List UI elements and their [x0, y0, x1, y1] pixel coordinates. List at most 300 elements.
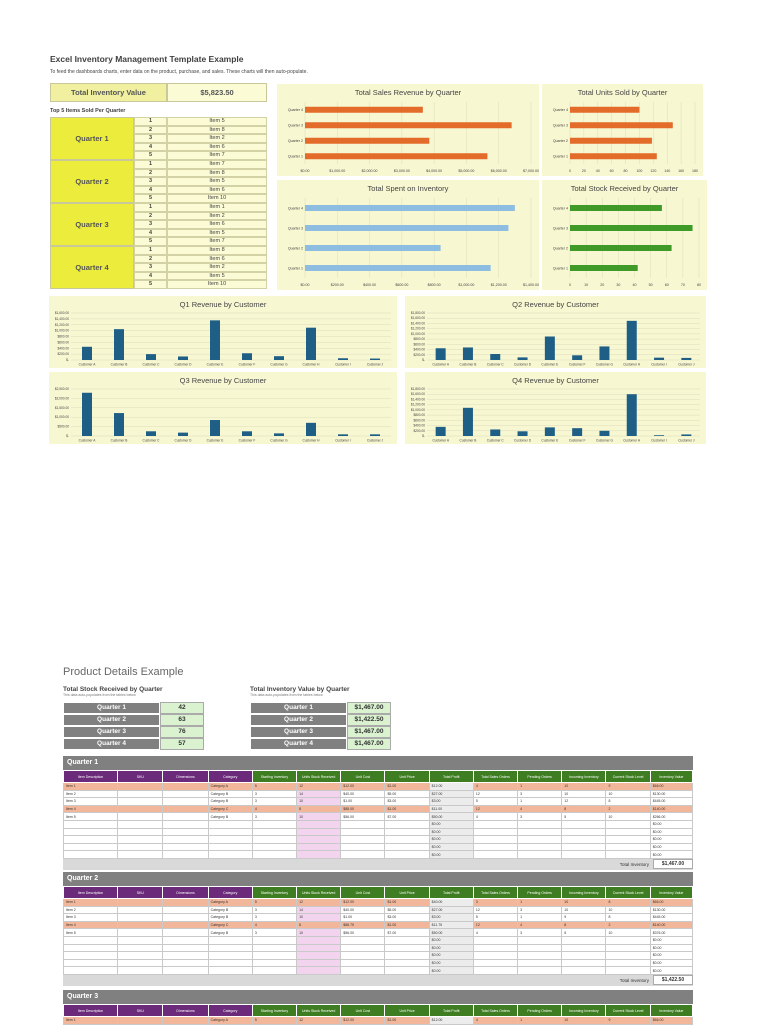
- table-cell: $0.00: [650, 936, 692, 944]
- category-label: Customer B: [459, 438, 477, 443]
- tick-label: $1,400.00: [523, 283, 539, 287]
- tick-label: $1,400.00: [54, 316, 69, 321]
- tick-label: $400.00: [57, 346, 69, 351]
- table-cell: $0.00: [650, 952, 692, 960]
- tick-label: 0: [569, 169, 571, 173]
- table-cell: 12: [297, 783, 341, 791]
- table-cell: 8: [606, 914, 650, 922]
- table-cell: [64, 944, 118, 952]
- category-label: Customer C: [486, 438, 504, 443]
- page-subtitle: To feed the dashboards charts, enter data on the product, purchase, and sales. These charts will then auto-populate.: [50, 69, 308, 75]
- table-cell: $3.00: [429, 914, 473, 922]
- category-label: Quarter 2: [287, 139, 303, 144]
- top-item-row: [134, 143, 267, 152]
- summary-value: $1,467.00: [347, 738, 391, 750]
- table-cell: [562, 936, 606, 944]
- table-cell: [562, 944, 606, 952]
- quarter-group: [50, 160, 267, 203]
- top-item-rank: 2: [134, 255, 167, 264]
- table-cell: [118, 813, 163, 821]
- tick-label: $1,200.00: [410, 402, 425, 407]
- table-cell: 5: [473, 798, 517, 806]
- tick-label: $1,200.00: [54, 322, 69, 327]
- bar: [210, 320, 220, 360]
- bar: [305, 153, 487, 159]
- top-item-rank: 5: [134, 280, 167, 289]
- table-row: [64, 798, 693, 806]
- table-cell: 12: [562, 798, 606, 806]
- table-cell: 3: [473, 899, 517, 907]
- category-label: Quarter 4: [552, 206, 568, 211]
- table-cell: 10: [297, 798, 341, 806]
- category-label: Customer A: [432, 438, 449, 443]
- category-label: Customer H: [623, 438, 641, 443]
- table-cell: 5: [562, 929, 606, 937]
- table-cell: [163, 836, 208, 844]
- table-cell: [606, 967, 650, 975]
- table-cell: [473, 959, 517, 967]
- table-cell: $1.00: [385, 899, 429, 907]
- top-item-row: [134, 177, 267, 186]
- total-inventory-label: Total Inventory: [619, 977, 649, 983]
- category-label: Customer J: [366, 362, 384, 367]
- table-cell: [252, 967, 296, 975]
- table-row: [64, 899, 693, 907]
- product-details-title: Product Details Example: [63, 666, 184, 678]
- table-row: [64, 929, 693, 937]
- column-header: Item Description: [64, 887, 118, 899]
- table-cell: [118, 906, 163, 914]
- table-cell: $0.00: [429, 851, 473, 859]
- value-summary-note: This data auto-populates from the tables below: [250, 693, 323, 697]
- top-item-name: Item 7: [167, 160, 267, 169]
- top-item-rank: 3: [134, 220, 167, 229]
- table-cell: [64, 936, 118, 944]
- table-cell: [252, 959, 296, 967]
- chart-q3-revenue: [49, 372, 397, 444]
- quarter-rows: [134, 203, 267, 246]
- tick-label: $0.00: [300, 283, 310, 287]
- tick-label: $4,000.00: [426, 169, 443, 173]
- table-cell: [118, 921, 163, 929]
- table-cell: 14: [297, 906, 341, 914]
- table-cell: [208, 836, 252, 844]
- top-item-name: Item 2: [167, 263, 267, 272]
- tick-label: $-: [422, 358, 425, 362]
- column-header: Item Description: [64, 1005, 118, 1017]
- table-cell: 3: [252, 813, 296, 821]
- table-cell: $0.00: [429, 952, 473, 960]
- table-cell: [297, 952, 341, 960]
- table-row: [64, 906, 693, 914]
- chart-title: Q1 Revenue by Customer: [179, 300, 267, 309]
- quarter-section: [63, 872, 693, 986]
- table-cell: $0.00: [650, 828, 692, 836]
- table-cell: [562, 952, 606, 960]
- value-summary-header: [250, 686, 350, 697]
- column-header: Unit Price: [385, 1005, 429, 1017]
- top-item-row: [134, 203, 267, 212]
- bar: [545, 337, 555, 361]
- table-cell: $0.00: [650, 820, 692, 828]
- table-cell: [341, 836, 385, 844]
- table-cell: $12.00: [341, 1017, 385, 1025]
- value-summary-title: Total Inventory Value by Quarter: [250, 686, 350, 693]
- bar: [654, 435, 664, 436]
- table-cell: [118, 959, 163, 967]
- bar: [146, 431, 156, 436]
- table-cell: $3.00: [429, 798, 473, 806]
- table-cell: [163, 828, 208, 836]
- table-cell: [473, 836, 517, 844]
- category-label: Customer C: [486, 362, 504, 367]
- top-item-name: Item 6: [167, 220, 267, 229]
- table-cell: $0.00: [429, 944, 473, 952]
- column-header: Pending Orders: [518, 771, 562, 783]
- table-cell: [297, 944, 341, 952]
- top-item-rank: 3: [134, 177, 167, 186]
- tick-label: $200.00: [413, 352, 425, 357]
- quarter-rows: [134, 246, 267, 289]
- top-item-rank: 3: [134, 263, 167, 272]
- table-cell: [562, 828, 606, 836]
- table-cell: 4: [252, 805, 296, 813]
- bar: [82, 393, 92, 436]
- bar: [463, 347, 473, 360]
- tick-label: 10: [584, 283, 589, 287]
- chart-svg: [542, 84, 703, 176]
- table-cell: Item 3: [64, 914, 118, 922]
- table-cell: $0.00: [650, 836, 692, 844]
- bar: [436, 348, 446, 360]
- top-item-name: Item 5: [167, 117, 267, 126]
- bar: [570, 107, 639, 113]
- tick-label: $600.00: [413, 418, 425, 423]
- table-cell: $88.00: [341, 805, 385, 813]
- top-item-row: [134, 229, 267, 238]
- table-cell: Item 3: [64, 798, 118, 806]
- bar: [305, 122, 512, 128]
- bar: [518, 357, 528, 360]
- column-header: Starting Inventory: [252, 771, 296, 783]
- table-cell: 10: [562, 1017, 606, 1025]
- table-cell: [163, 805, 208, 813]
- chart-stock-received: [542, 180, 707, 290]
- summary-value: 42: [160, 702, 204, 714]
- tick-label: $1,200.00: [410, 326, 425, 331]
- column-header: Units Stock Received: [297, 887, 341, 899]
- table-cell: 2: [606, 805, 650, 813]
- table-cell: [64, 851, 118, 859]
- table-cell: $445.00: [650, 798, 692, 806]
- top-item-rank: 2: [134, 169, 167, 178]
- tick-label: $-: [422, 434, 425, 438]
- summary-quarter: Quarter 2: [63, 714, 160, 726]
- summary-row: [63, 714, 204, 726]
- category-label: Customer G: [595, 438, 614, 443]
- bar: [545, 427, 555, 436]
- summary-row: [63, 738, 204, 750]
- tick-label: $1,400.00: [410, 321, 425, 326]
- table-cell: $0.00: [429, 843, 473, 851]
- table-cell: [518, 944, 562, 952]
- top-item-name: Item 7: [167, 151, 267, 160]
- table-cell: Category A: [208, 899, 252, 907]
- table-cell: 8: [562, 921, 606, 929]
- top-item-row: [134, 246, 267, 255]
- tick-label: $600.00: [395, 283, 409, 287]
- table-row: [64, 1017, 693, 1025]
- table-cell: 10: [562, 783, 606, 791]
- top-item-rank: 1: [134, 203, 167, 212]
- table-cell: [341, 820, 385, 828]
- top-item-row: [134, 272, 267, 281]
- bar: [627, 321, 637, 360]
- table-cell: $40.00: [341, 906, 385, 914]
- category-label: Quarter 4: [552, 108, 568, 113]
- table-cell: 10: [297, 813, 341, 821]
- bar: [570, 138, 652, 144]
- column-header: Dimensions: [163, 887, 208, 899]
- tick-label: 20: [581, 169, 586, 173]
- table-cell: [118, 936, 163, 944]
- top-item-name: Item 5: [167, 177, 267, 186]
- table-cell: $0.00: [429, 936, 473, 944]
- table-cell: $12.00: [429, 1017, 473, 1025]
- summary-quarter: Quarter 4: [250, 738, 347, 750]
- summary-quarter: Quarter 1: [250, 702, 347, 714]
- quarter-section-title: Quarter 1: [63, 756, 693, 770]
- table-cell: [562, 967, 606, 975]
- category-label: Customer B: [110, 362, 128, 367]
- table-cell: 10: [297, 914, 341, 922]
- total-inventory-label: Total Inventory Value: [50, 83, 167, 102]
- column-header: SKU: [118, 771, 163, 783]
- bar: [654, 358, 664, 360]
- tick-label: $1,000.00: [329, 169, 346, 173]
- top-item-row: [134, 194, 267, 203]
- table-cell: 10: [606, 790, 650, 798]
- table-cell: [118, 828, 163, 836]
- table-cell: [118, 805, 163, 813]
- top-items-title: Top 5 Items Sold Per Quarter: [50, 108, 126, 114]
- category-label: Quarter 1: [287, 266, 303, 271]
- table-cell: 10: [606, 813, 650, 821]
- table-cell: $1.00: [385, 783, 429, 791]
- tick-label: $-: [66, 434, 69, 438]
- top-item-row: [134, 237, 267, 246]
- column-header: Total Sales Orders: [473, 1005, 517, 1017]
- chart-svg: [49, 296, 397, 368]
- table-header-row: [64, 1005, 693, 1017]
- table-cell: 5: [252, 783, 296, 791]
- table-cell: 14: [297, 790, 341, 798]
- tick-label: $1,200.00: [490, 283, 507, 287]
- table-cell: [208, 944, 252, 952]
- bar: [490, 429, 500, 436]
- table-cell: [118, 929, 163, 937]
- top-item-row: [134, 134, 267, 143]
- top-item-name: Item 5: [167, 229, 267, 238]
- table-cell: 1: [518, 914, 562, 922]
- category-label: Quarter 1: [552, 154, 568, 159]
- category-label: Customer I: [651, 362, 667, 367]
- table-cell: $56.00: [341, 813, 385, 821]
- table-cell: 10: [297, 929, 341, 937]
- bar: [114, 413, 124, 436]
- category-label: Quarter 3: [552, 226, 568, 231]
- stock-summary-title: Total Stock Received by Quarter: [63, 686, 163, 693]
- table-cell: $1.00: [385, 805, 429, 813]
- category-label: Customer J: [678, 438, 695, 443]
- top-item-row: [134, 220, 267, 229]
- table-cell: $56.00: [341, 929, 385, 937]
- tick-label: 40: [632, 283, 637, 287]
- table-cell: [252, 843, 296, 851]
- column-header: Dimensions: [163, 1005, 208, 1017]
- table-cell: $0.00: [429, 967, 473, 975]
- summary-value: $1,467.00: [347, 726, 391, 738]
- top-items-table: [50, 117, 267, 289]
- table-cell: [252, 936, 296, 944]
- top-item-row: [134, 280, 267, 289]
- bar: [436, 427, 446, 436]
- table-cell: 5: [473, 914, 517, 922]
- summary-value: $1,467.00: [347, 702, 391, 714]
- table-cell: [341, 959, 385, 967]
- table-cell: 10: [606, 906, 650, 914]
- category-label: Quarter 1: [552, 266, 568, 271]
- table-cell: [118, 952, 163, 960]
- table-cell: 12: [473, 906, 517, 914]
- chart-units-sold: [542, 84, 703, 176]
- tick-label: $800.00: [427, 283, 441, 287]
- bar: [570, 205, 662, 211]
- category-label: Customer F: [568, 362, 586, 367]
- category-label: Customer I: [335, 438, 351, 443]
- table-cell: Category C: [208, 921, 252, 929]
- table-cell: [606, 959, 650, 967]
- table-cell: [297, 828, 341, 836]
- tick-label: $1,600.00: [410, 316, 425, 321]
- column-header: Dimensions: [163, 771, 208, 783]
- column-header: Incoming Inventory: [562, 1005, 606, 1017]
- table-cell: [385, 828, 429, 836]
- top-item-rank: 5: [134, 237, 167, 246]
- table-cell: 12: [473, 805, 517, 813]
- category-label: Quarter 3: [287, 226, 303, 231]
- category-label: Quarter 2: [552, 139, 568, 144]
- table-row: [64, 820, 693, 828]
- table-cell: 9: [606, 783, 650, 791]
- table-cell: 3: [252, 906, 296, 914]
- column-header: Unit Price: [385, 771, 429, 783]
- tick-label: 60: [609, 169, 614, 173]
- table-cell: [341, 828, 385, 836]
- column-header: Category: [208, 887, 252, 899]
- top-item-row: [134, 169, 267, 178]
- table-cell: 4: [473, 929, 517, 937]
- table-row: [64, 843, 693, 851]
- bar: [518, 431, 528, 436]
- tick-label: 160: [678, 169, 685, 173]
- table-cell: 3: [518, 790, 562, 798]
- table-cell: [252, 851, 296, 859]
- table-cell: [385, 967, 429, 975]
- column-header: Current Stock Level: [606, 887, 650, 899]
- chart-svg: [405, 372, 706, 444]
- total-inventory-row: [63, 975, 693, 986]
- tick-label: $600.00: [57, 340, 69, 345]
- category-label: Customer C: [142, 438, 160, 443]
- table-cell: Item 5: [64, 813, 118, 821]
- category-label: Customer B: [110, 438, 128, 443]
- category-label: Quarter 4: [287, 206, 303, 211]
- table-cell: $266.00: [650, 813, 692, 821]
- top-item-rank: 1: [134, 246, 167, 255]
- table-cell: Item 5: [64, 929, 118, 937]
- table-cell: [341, 936, 385, 944]
- summary-value: 63: [160, 714, 204, 726]
- total-inventory-value: $1,422.50: [653, 975, 693, 985]
- tick-label: $400.00: [363, 283, 377, 287]
- table-cell: $40.00: [429, 899, 473, 907]
- bar: [178, 433, 188, 436]
- table-cell: 3: [518, 929, 562, 937]
- bar: [338, 434, 348, 436]
- chart-svg: [405, 296, 706, 368]
- table-cell: $27.00: [429, 906, 473, 914]
- tick-label: 180: [692, 169, 698, 173]
- table-cell: [118, 783, 163, 791]
- product-table: [63, 1004, 693, 1025]
- table-cell: [163, 929, 208, 937]
- table-cell: 8: [297, 805, 341, 813]
- tick-label: $1,000.00: [458, 283, 475, 287]
- category-label: Customer H: [302, 362, 320, 367]
- table-cell: [118, 899, 163, 907]
- quarter-label: Quarter 4: [50, 246, 134, 289]
- category-label: Customer F: [568, 438, 586, 443]
- table-cell: $140.00: [650, 805, 692, 813]
- table-cell: Category B: [208, 813, 252, 821]
- summary-quarter: Quarter 3: [250, 726, 347, 738]
- top-item-row: [134, 151, 267, 160]
- tick-label: $1,000.00: [54, 415, 69, 420]
- top-item-rank: 3: [134, 134, 167, 143]
- table-cell: [562, 843, 606, 851]
- table-cell: [163, 813, 208, 821]
- bar: [82, 347, 92, 360]
- bar: [370, 434, 380, 436]
- table-cell: [473, 936, 517, 944]
- column-header: Pending Orders: [518, 1005, 562, 1017]
- bar: [681, 358, 691, 360]
- table-row: [64, 805, 693, 813]
- table-cell: $12.00: [341, 783, 385, 791]
- table-cell: $445.00: [650, 914, 692, 922]
- table-cell: $0.00: [429, 836, 473, 844]
- table-row: [64, 783, 693, 791]
- table-row: [64, 921, 693, 929]
- table-cell: $7.00: [385, 929, 429, 937]
- category-label: Customer D: [174, 362, 192, 367]
- tick-label: 60: [664, 283, 669, 287]
- top-item-name: Item 2: [167, 134, 267, 143]
- tick-label: $1,000.00: [410, 331, 425, 336]
- table-cell: Item 1: [64, 1017, 118, 1025]
- table-cell: [208, 952, 252, 960]
